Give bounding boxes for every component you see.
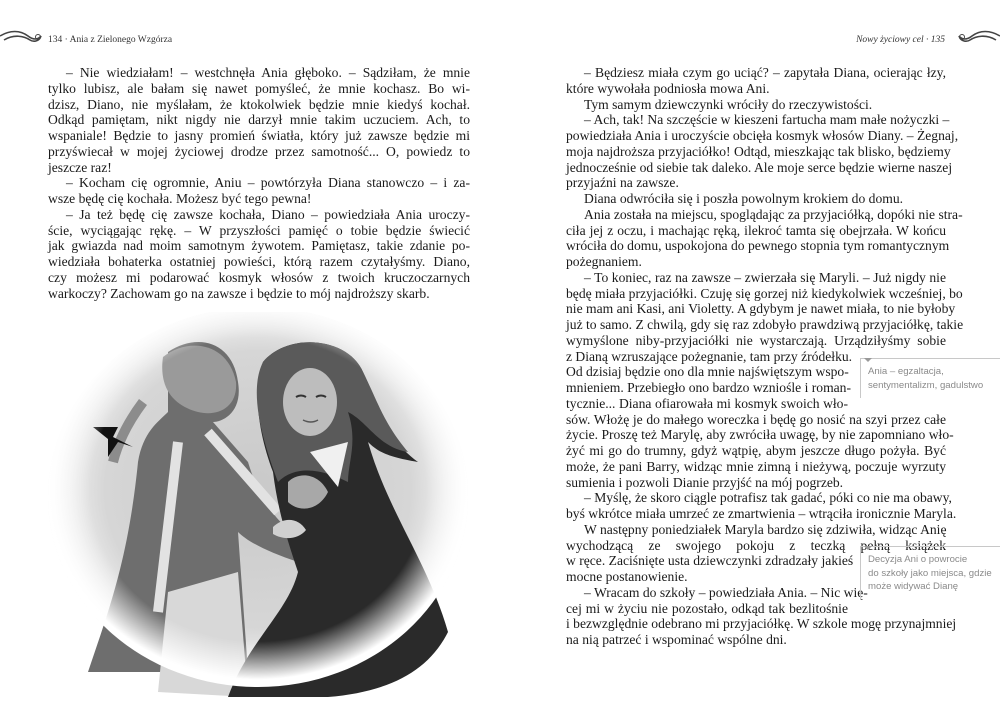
- note-pointer-icon: [864, 546, 872, 550]
- text-line: jednocześnie od siebie tak daleko. Ale moje serce będzie wierne naszej: [566, 159, 953, 175]
- text-line: może, że pani Barry, widząc mnie zimną i nieżywą, poczuje wyrzuty: [566, 458, 946, 474]
- text-line: pożegnaniem.: [566, 254, 642, 269]
- text-line: cej mi w życiu nie pozostało, odkąd tak bezlitośnie: [566, 600, 848, 616]
- note-line: do szkoły jako miejsca, gdzie: [868, 567, 992, 579]
- text-line: już to samo. Z chwilą, gdy się raz zdobyło prawdziwą przyjaciółkę, takie: [566, 317, 964, 332]
- text-line: tycznie... Diana ofiarowała mi kosmyk swoich wło-: [566, 395, 848, 411]
- text-line: Tym samym dziewczynki wróciły do rzeczywistości.: [584, 96, 873, 112]
- text-line: mocne postanowienie.: [566, 569, 688, 584]
- margin-note-1: [860, 358, 1000, 398]
- text-line: sów. Włożę je do małego woreczka i będę go nosić na szyi przez całe: [566, 411, 946, 427]
- text-line: byś wkrótce miała umrzeć ze zmartwienia – wtrąciła ironicznie Maryla.: [566, 506, 957, 521]
- text-line: które wywołała podniosła mowa Ani.: [566, 80, 770, 96]
- text-line: nie mam ani Kasi, ani Violetty. A gdybym je nawet miała, to nie byłoby: [566, 301, 956, 317]
- text-line: mnieniem. Przebiegło ono bardzo wzniośle i roman-: [566, 380, 852, 395]
- text-line: W następny poniedziałek Maryla bardzo się zdziwiła, widząc Anię: [584, 521, 947, 537]
- text-line: i bezwzględnie odebrano mi przyjaciółkę. W szkole mogę przynajmniej: [566, 616, 957, 632]
- text-line: przyświecał w mojej życiowej drodze przez samotność... O, powiedz to: [48, 143, 470, 159]
- right-page: [500, 0, 1000, 707]
- note-line: Ania – egzaltacja,: [868, 366, 944, 377]
- text-line: Diana odwróciła się i poszła powolnym krokiem do domu.: [584, 191, 904, 206]
- text-line: – Będziesz miała czym go uciąć? – zapytała Diana, ocierając łzy,: [584, 65, 946, 80]
- note-line: Decyzja Ani o powrocie: [868, 554, 968, 565]
- text-line: będę miała przyjaciółki. Czuję się gorzej niż kiedykolwiek wcześniej, bo: [566, 285, 963, 301]
- page-header: 134 · Ania z Zielonego Wzgórza: [48, 35, 173, 45]
- text-line: jak gwiazda nad moim samotnym żywotem. Pamiętasz, takie zdanie po-: [48, 238, 470, 254]
- note-line: może widywać Dianę: [868, 581, 959, 592]
- text-line: – Ja też będę cię zawsze kochała, Diano – powiedziała Ania uroczy-: [66, 206, 470, 222]
- text-line: wychodzącą ze swojego pokoju z teczką pełną książek: [566, 537, 946, 553]
- text-line: wiedziała bohaterka ostatniej powieści, którą razem czytałyśmy. Diano,: [48, 254, 470, 269]
- text-line: – Kocham cię ogromnie, Aniu – powtórzyła Diana stanowczo – i za-: [66, 175, 470, 191]
- text-line: warkoczy? Zachowam go na zawsze i będzie to mój najdroższy skarb.: [48, 285, 430, 301]
- ornament-swirl-icon: [955, 26, 1000, 52]
- text-line: ciła jej z oczu, i machając ręką, ilekroć tamta się obejrzała. W końcu: [566, 222, 946, 238]
- text-line: wspaniale! Będzie to jasny promień światła, który już zawsze będzie mi: [48, 128, 470, 143]
- text-line: czy możesz mi podarować kosmyk włosów z twoich kruczoczarnych: [48, 269, 470, 285]
- text-line: w ręce. Zaciśnięte usta dziewczynki zdradzały jakieś: [566, 553, 854, 569]
- text-line: przyjaźni na zawsze.: [566, 175, 679, 191]
- text-line: żyć mi go do trumny, gdyż wątpię, abym jeszcze długo pożyła. Być: [566, 443, 946, 458]
- text-line: ście, wyciągając rękę. – W przyszłości pamięć o tobie będzie świecić: [48, 222, 470, 238]
- text-line: z Dianą wzruszające pożegnanie, tam przy źródełku.: [566, 348, 853, 364]
- text-line: na nią patrzeć i wspominać wspólne dni.: [566, 632, 787, 647]
- text-line: – Nie wiedziałam! – westchnęła Ania głęboko. – Sądziłam, że mnie: [66, 65, 470, 80]
- text-line: – To koniec, raz na zawsze – zwierzała się Maryli. – Już nigdy nie: [584, 269, 946, 285]
- text-line: sumienia i pozwoli Dianie przyjść na mój pogrzeb.: [566, 474, 844, 490]
- text-line: Ania została na miejscu, spoglądając za przyjaciółką, dopóki nie stra-: [584, 206, 963, 222]
- text-line: życie. Proszę też Marylę, aby zwróciła uwagę, by nie zapomniano wło-: [566, 427, 954, 443]
- text-line: wsze będę cię kochała. Możesz być tego pewna!: [48, 191, 312, 206]
- text-line: – Wracam do szkoły – powiedziała Ania. – Nic wię-: [584, 584, 868, 600]
- text-line: wróciła do domu, uspokojona do pewnego stopnia tym romantycznym: [566, 238, 950, 254]
- text-line: Od dzisiaj będzie ono dla mnie najświętszym wspo-: [566, 364, 849, 380]
- margin-note-2: [860, 546, 1000, 600]
- note-pointer-icon: [864, 358, 872, 362]
- page-header: Nowy życiowy cel · 135: [856, 35, 945, 45]
- text-line: jeszcze raz!: [48, 159, 112, 175]
- text-line: – Myślę, że skoro ciągle potrafisz tak gadać, póki co nie ma obawy,: [584, 490, 952, 506]
- text-line: – Ach, tak! Na szczęście w kieszeni fartucha mam małe nożyczki –: [584, 112, 950, 128]
- illustration-two-girls: [48, 312, 468, 707]
- text-line: Odkąd pamiętam, nikt nigdy nie darzył mnie takim uczuciem. Ach, to: [48, 112, 470, 128]
- note-line: sentymentalizm, gadulstwo: [868, 379, 984, 391]
- text-line: wymyślone niby-przyjaciółki nie wystarczają. Urządziłyśmy sobie: [566, 332, 946, 348]
- text-line: dzisz, Diano, nie myślałam, że ktokolwiek będzie mnie kiedyś kochał.: [48, 96, 470, 112]
- ornament-swirl-icon: [0, 26, 42, 52]
- text-line: tylko lubisz, ale bałam się nawet pomyśleć, że mnie kochasz. Bo wi-: [48, 80, 470, 96]
- text-line: moja najdroższa przyjaciółko! Odtąd, mieszkając tak blisko, będziemy: [566, 143, 951, 159]
- text-line: powiedziała Ania i uroczyście obcięła kosmyk włosów Diany. – Żegnaj,: [566, 128, 959, 143]
